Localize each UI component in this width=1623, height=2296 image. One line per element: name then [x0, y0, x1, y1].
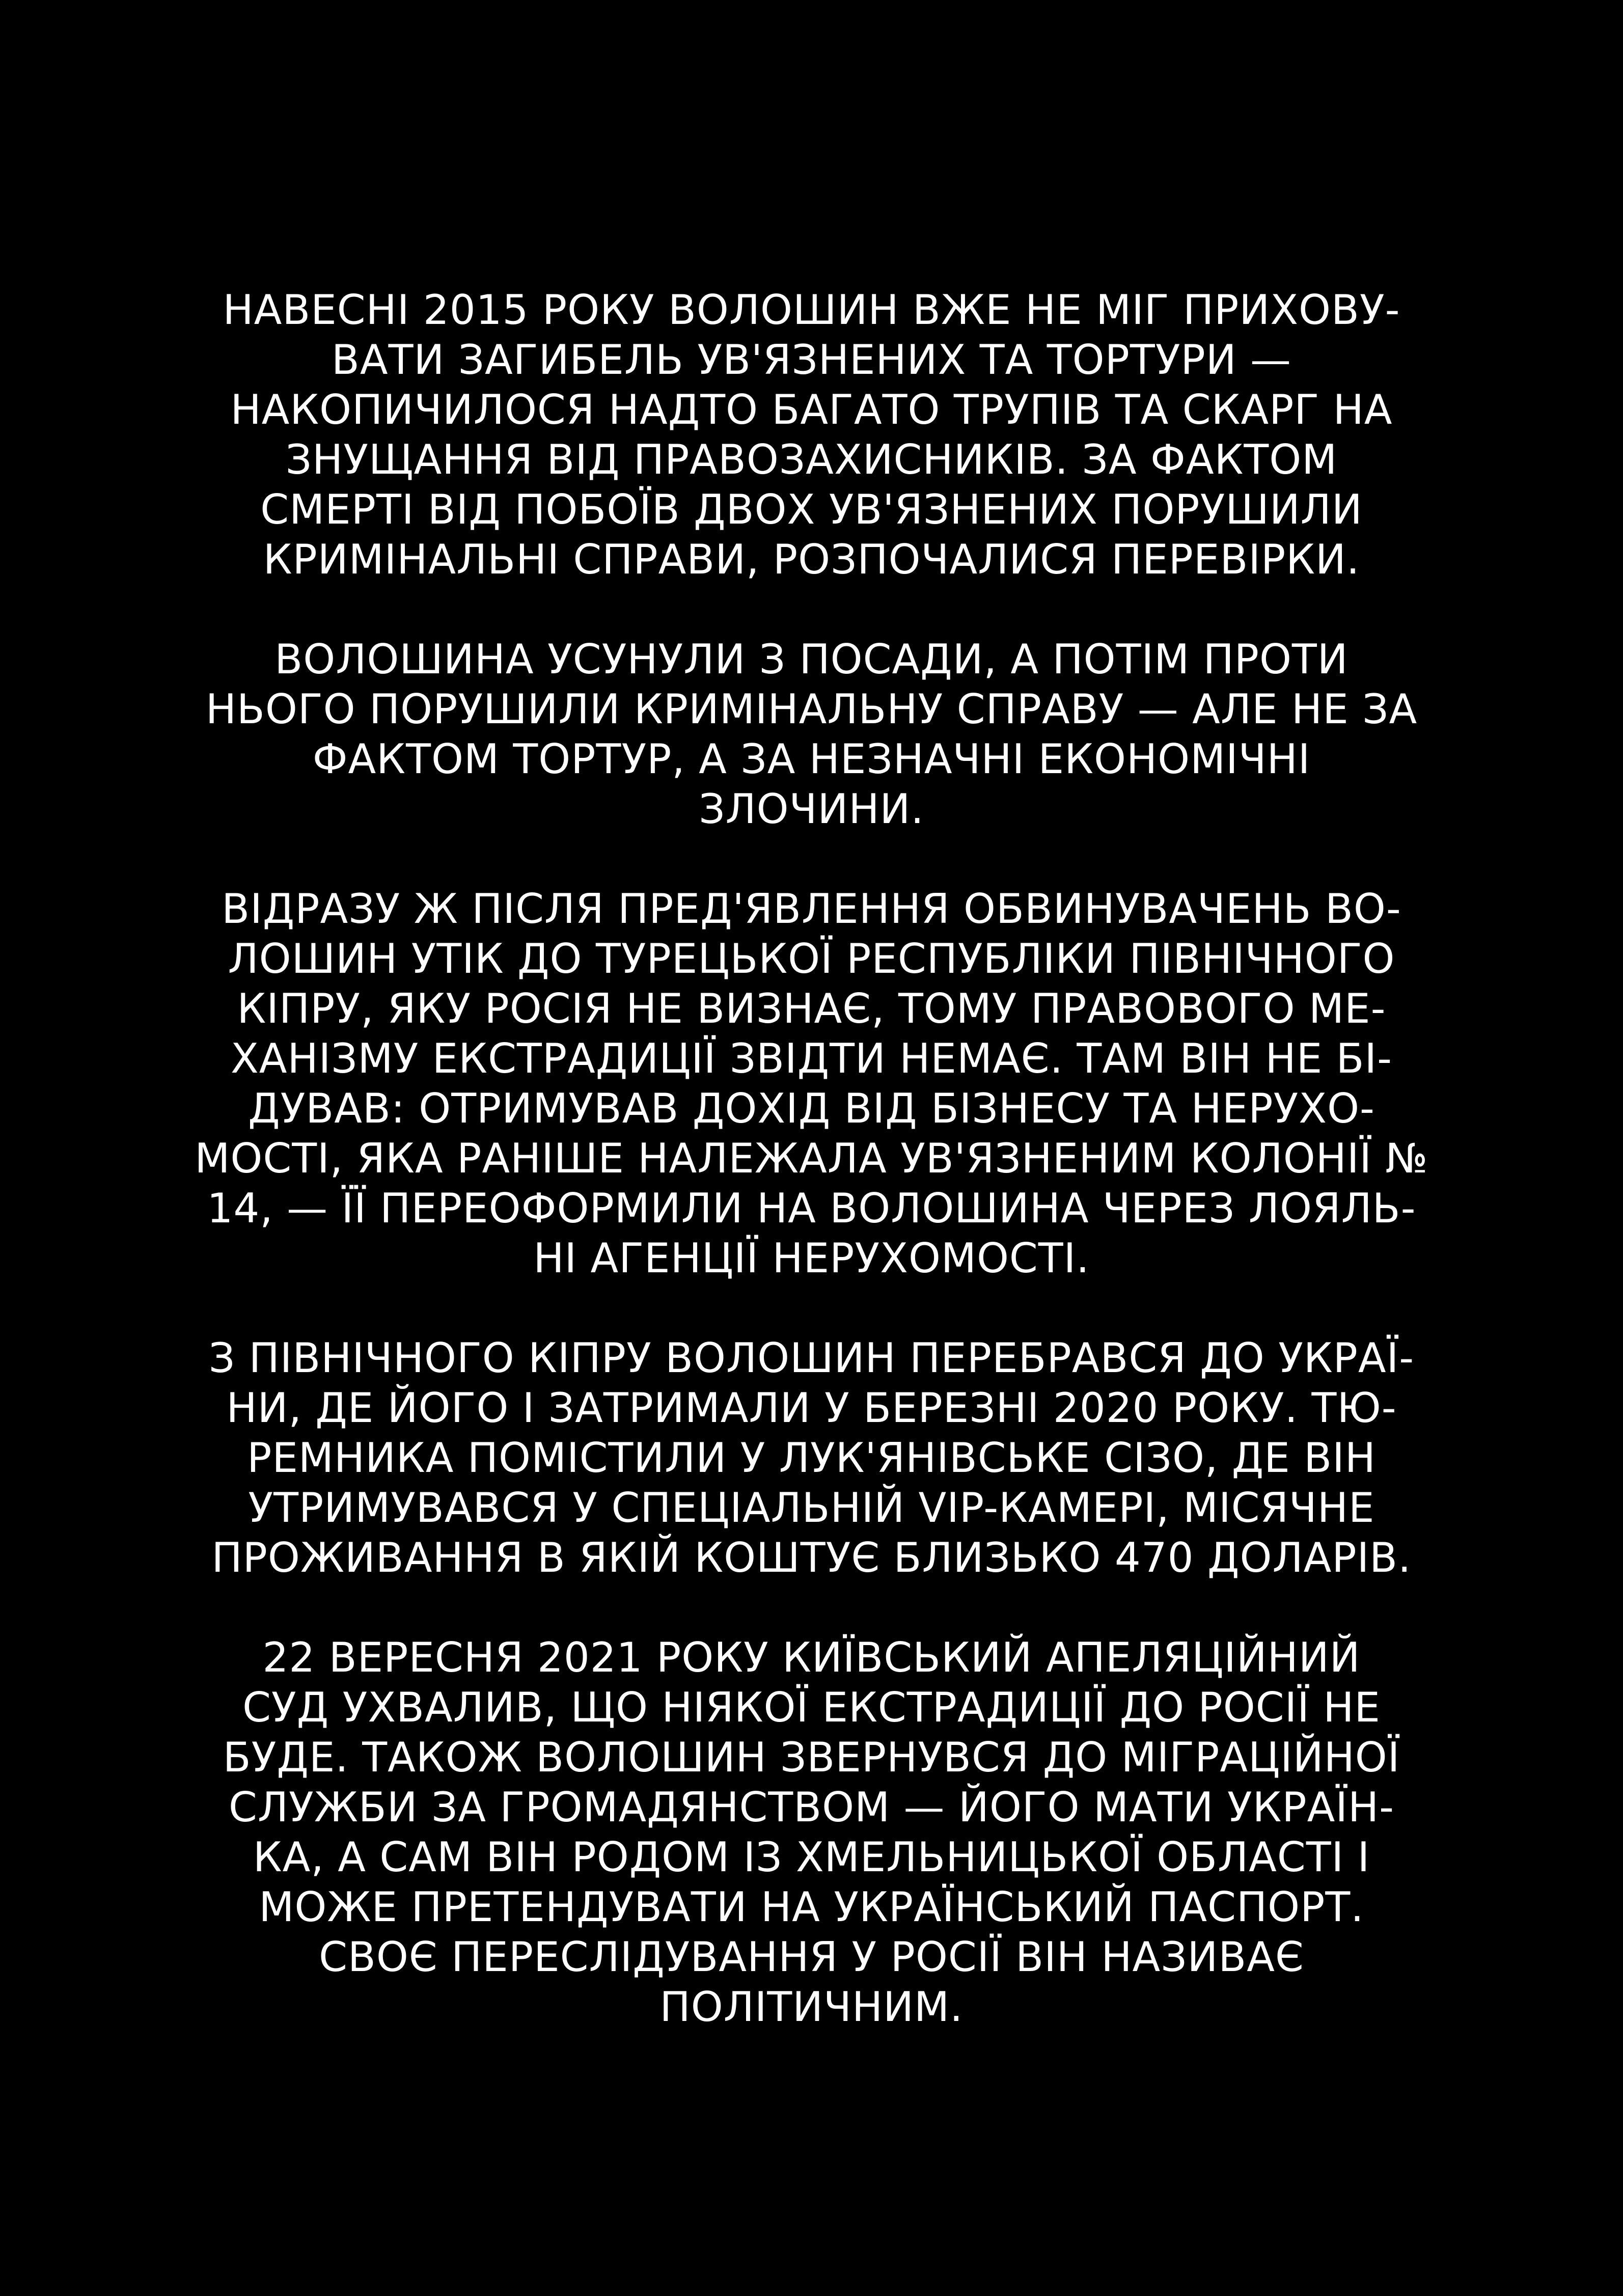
paragraph-4: З ПІВНІЧНОГО КІПРУ ВОЛОШИН ПЕРЕБРАВСЯ ДО УКРАЇ- НИ, ДЕ ЙОГО І ЗАТРИМАЛИ У БЕРЕЗНІ 2020 РОКУ. ТЮ- РЕМНИКА ПОМІСТИЛИ У ЛУК'ЯНІВСЬКЕ СІЗО, ДЕ ВІН УТРИМУВАВСЯ У СПЕЦІАЛЬНІЙ VIP-КАМЕРІ, МІСЯЧНЕ ПРОЖИВАННЯ В ЯКІЙ КОШТУЄ БЛИЗЬКО 470 ДОЛАРІВ.: [208, 1334, 1415, 1581]
paragraph-3: ВІДРАЗУ Ж ПІСЛЯ ПРЕД'ЯВЛЕННЯ ОБВИНУВАЧЕНЬ ВО- ЛОШИН УТІК ДО ТУРЕЦЬКОЇ РЕСПУБЛІКИ ПІВНІЧНОГО КІПРУ, ЯКУ РОСІЯ НЕ ВИЗНАЄ, ТОМУ ПРАВОВОГО МЕ- ХАНІЗМУ ЕКСТРАДИЦІЇ ЗВІДТИ НЕМАЄ. ТАМ ВІН НЕ БІ- ДУВАВ: ОТРИМУВАВ ДОХІД ВІД БІЗНЕСУ ТА НЕРУХО- МОСТІ, ЯКА РАНІШЕ НАЛЕЖАЛА УВ'ЯЗНЕНИМ КОЛОНІЇ № 14, — ЇЇ ПЕРЕОФОРМИЛИ НА ВОЛОШИНА ЧЕРЕЗ ЛОЯЛЬ- НІ АГЕНЦІЇ НЕРУХОМОСТІ.: [195, 885, 1428, 1282]
narration-text-block: [194, 285, 1429, 2032]
paragraph-1: НАВЕСНІ 2015 РОКУ ВОЛОШИН ВЖЕ НЕ МІГ ПРИХОВУ- ВАТИ ЗАГИБЕЛЬ УВ'ЯЗНЕНИХ ТА ТОРТУРИ — НАКОПИЧИЛОСЯ НАДТО БАГАТО ТРУПІВ ТА СКАРГ НА ЗНУЩАННЯ ВІД ПРАВОЗАХИСНИКІВ. ЗА ФАКТОМ СМЕРТІ ВІД ПОБОЇВ ДВОХ УВ'ЯЗНЕНИХ ПОРУШИЛИ КРИМІНАЛЬНІ СПРАВИ, РОЗПОЧАЛИСЯ ПЕРЕВІРКИ.: [223, 286, 1400, 583]
paragraph-5: 22 ВЕРЕСНЯ 2021 РОКУ КИЇВСЬКИЙ АПЕЛЯЦІЙНИЙ СУД УХВАЛИВ, ЩО НІЯКОЇ ЕКСТРАДИЦІЇ ДО РОСІЇ НЕ БУДЕ. ТАКОЖ ВОЛОШИН ЗВЕРНУВСЯ ДО МІГРАЦІЙНОЇ СЛУЖБИ ЗА ГРОМАДЯНСТВОМ — ЙОГО МАТИ УКРАЇН- КА, А САМ ВІН РОДОМ ІЗ ХМЕЛЬНИЦЬКОЇ ОБЛАСТІ І МОЖЕ ПРЕТЕНДУВАТИ НА УКРАЇНСЬКИЙ ПАСПОРТ. СВОЄ ПЕРЕСЛІДУВАННЯ У РОСІЇ ВІН НАЗИВАЄ ПОЛІТИЧНИМ.: [223, 1634, 1400, 2031]
paragraph-2: ВОЛОШИНА УСУНУЛИ З ПОСАДИ, А ПОТІМ ПРОТИ НЬОГО ПОРУШИЛИ КРИМІНАЛЬНУ СПРАВУ — АЛЕ НЕ ЗА ФАКТОМ ТОРТУР, А ЗА НЕЗНАЧНІ ЕКОНОМІЧНІ ЗЛОЧИНИ.: [205, 636, 1418, 833]
